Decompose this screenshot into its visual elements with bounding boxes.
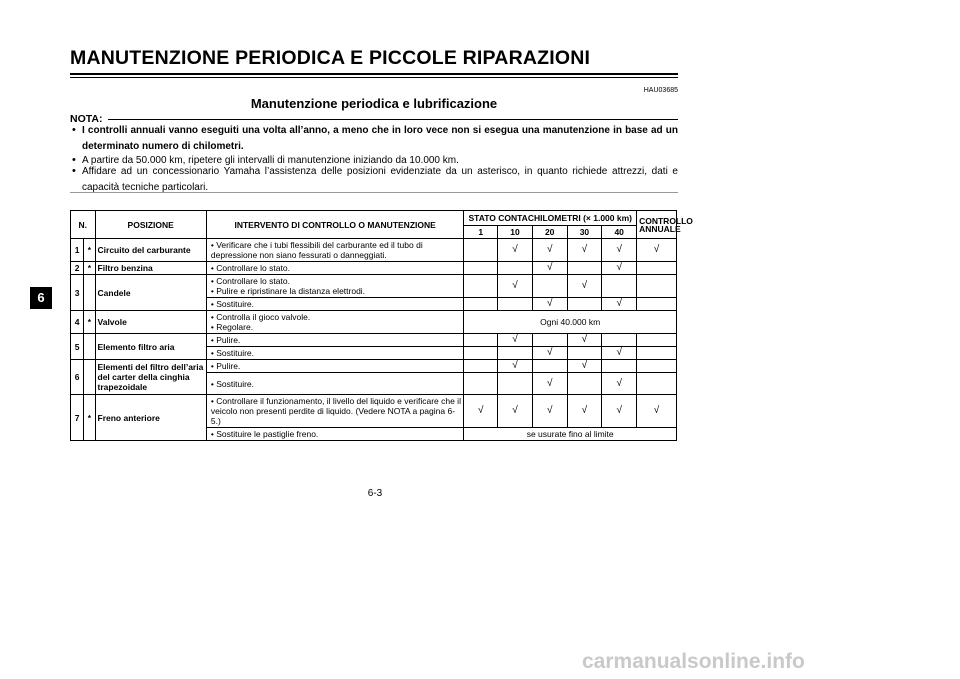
row-number: 7: [71, 395, 84, 441]
check-cell: √: [567, 360, 602, 373]
nota-rule: [108, 119, 678, 120]
check-cell: [464, 373, 498, 395]
check-cell: [567, 262, 602, 275]
table-row: [71, 239, 677, 262]
title-rule: [70, 73, 678, 75]
check-cell: √: [567, 395, 602, 428]
position-cell: Freno anteriore: [95, 395, 206, 441]
note-item: [72, 164, 678, 195]
bullet: •: [72, 124, 76, 136]
check-cell: [464, 262, 498, 275]
star-marker: *: [84, 239, 95, 262]
header-km: 30: [567, 226, 602, 239]
doc-code: HAU03685: [643, 87, 678, 94]
check-cell: √: [532, 395, 567, 428]
check-cell: √: [498, 360, 533, 373]
page-number: 6-3: [367, 488, 383, 499]
row-number: 6: [71, 360, 84, 395]
star-marker: [84, 275, 95, 311]
annual-check-cell: [637, 334, 677, 347]
note-text: I controlli annuali vanno eseguiti una volta all’anno, a meno che in loro vece non si esegua una manutenzione in base ad un determinato numero di chilometri.: [82, 125, 678, 152]
table-body: [71, 239, 677, 441]
position-cell: Elemento filtro aria: [95, 334, 206, 360]
check-cell: [532, 360, 567, 373]
nota-end-rule: [70, 192, 678, 193]
bullet: •: [72, 154, 76, 166]
check-cell: [464, 275, 498, 298]
annual-check-cell: [637, 298, 677, 311]
check-cell: [464, 347, 498, 360]
check-cell: √: [567, 334, 602, 347]
check-cell: [464, 360, 498, 373]
action-cell: • Controllare lo stato.: [206, 262, 463, 275]
annual-check-cell: [637, 373, 677, 395]
header-odometer: STATO CONTACHILOMETRI (× 1.000 km): [464, 211, 637, 226]
row-number: 2: [71, 262, 84, 275]
row-number: 5: [71, 334, 84, 360]
nota-label: NOTA:: [70, 113, 103, 125]
check-cell: √: [498, 395, 533, 428]
check-cell: [498, 262, 533, 275]
check-cell: [464, 334, 498, 347]
action-cell: • Sostituire.: [206, 298, 463, 311]
check-cell: √: [602, 298, 637, 311]
check-cell: [567, 347, 602, 360]
check-cell: [602, 360, 637, 373]
check-cell: [464, 239, 498, 262]
action-cell: • Controlla il gioco valvole. • Regolare.: [206, 311, 463, 334]
position-cell: Circuito del carburante: [95, 239, 206, 262]
check-cell: √: [464, 395, 498, 428]
check-cell: [464, 298, 498, 311]
star-marker: *: [84, 395, 95, 441]
action-cell: • Controllare il funzionamento, il livello del liquido e verificare che il veicolo non presenti perdite di liquido. (Vedere NOTA a pagina 6-5.): [206, 395, 463, 428]
check-cell: √: [602, 262, 637, 275]
action-cell: • Sostituire.: [206, 373, 463, 395]
check-cell: [498, 373, 533, 395]
position-cell: Elementi del filtro dell’aria del carter della cinghia trapezoidale: [95, 360, 206, 395]
header-annual: CONTROLLO ANNUALE: [637, 211, 677, 239]
position-cell: Filtro benzina: [95, 262, 206, 275]
check-cell: [532, 275, 567, 298]
check-cell: [532, 334, 567, 347]
page-title: MANUTENZIONE PERIODICA E PICCOLE RIPARAZIONI: [70, 47, 591, 69]
check-cell: √: [602, 347, 637, 360]
position-cell: Valvole: [95, 311, 206, 334]
check-cell: √: [602, 373, 637, 395]
watermark: carmanualsonline.info: [582, 650, 805, 673]
table-row: [71, 334, 677, 347]
annual-check-cell: [637, 275, 677, 298]
action-cell: • Verificare che i tubi flessibili del carburante ed il tubo di depressione non siano fessurati o danneggiati.: [206, 239, 463, 262]
annual-check-cell: √: [637, 239, 677, 262]
check-cell: √: [532, 239, 567, 262]
check-cell: √: [567, 275, 602, 298]
table-row: [71, 262, 677, 275]
row-number: 4: [71, 311, 84, 334]
header-action: INTERVENTO DI CONTROLLO O MANUTENZIONE: [206, 211, 463, 239]
star-marker: [84, 334, 95, 360]
check-cell: √: [602, 239, 637, 262]
annual-check-cell: [637, 347, 677, 360]
interval-note-cell: se usurate fino al limite: [464, 428, 677, 441]
annual-check-cell: [637, 360, 677, 373]
action-cell: • Pulire.: [206, 334, 463, 347]
header-km: 1: [464, 226, 498, 239]
check-cell: [567, 298, 602, 311]
check-cell: √: [602, 395, 637, 428]
chapter-tab: 6: [30, 287, 52, 309]
check-cell: √: [532, 298, 567, 311]
position-cell: Candele: [95, 275, 206, 311]
maintenance-table: [70, 210, 693, 441]
check-cell: √: [498, 275, 533, 298]
note-text: A partire da 50.000 km, ripetere gli intervalli di manutenzione iniziando da 10.000 km.: [82, 155, 459, 166]
interval-note-cell: Ogni 40.000 km: [464, 311, 677, 334]
check-cell: √: [532, 347, 567, 360]
header-position: POSIZIONE: [95, 211, 206, 239]
header-km: 10: [498, 226, 533, 239]
row-number: 3: [71, 275, 84, 311]
action-cell: • Sostituire.: [206, 347, 463, 360]
section-title: Manutenzione periodica e lubrificazione: [250, 96, 498, 111]
annual-check-cell: √: [637, 395, 677, 428]
check-cell: √: [567, 239, 602, 262]
table-row: [71, 395, 677, 428]
star-marker: *: [84, 262, 95, 275]
check-cell: √: [532, 373, 567, 395]
star-marker: *: [84, 311, 95, 334]
annual-check-cell: [637, 262, 677, 275]
table-row: [71, 275, 677, 298]
header-km: 20: [532, 226, 567, 239]
header-km: 40: [602, 226, 637, 239]
star-marker: [84, 360, 95, 395]
check-cell: [498, 347, 533, 360]
table-row: [71, 311, 677, 334]
check-cell: [498, 298, 533, 311]
table-header-row: [71, 211, 677, 226]
title-rule-thin: [70, 77, 678, 78]
action-cell: • Controllare lo stato. • Pulire e ripristinare la distanza elettrodi.: [206, 275, 463, 298]
check-cell: √: [498, 239, 533, 262]
check-cell: √: [532, 262, 567, 275]
header-n: N.: [71, 211, 96, 239]
row-number: 1: [71, 239, 84, 262]
note-item: [72, 123, 678, 154]
check-cell: [567, 373, 602, 395]
check-cell: [602, 334, 637, 347]
check-cell: √: [498, 334, 533, 347]
action-cell: • Pulire.: [206, 360, 463, 373]
action-cell: • Sostituire le pastiglie freno.: [206, 428, 463, 441]
bullet: •: [72, 165, 76, 177]
note-text: Affidare ad un concessionario Yamaha l’assistenza delle posizioni evidenziate da un asterisco, in quanto richiede attrezzi, dati e capacità tecniche particolari.: [82, 166, 678, 193]
table-row: [71, 360, 677, 373]
check-cell: [602, 275, 637, 298]
